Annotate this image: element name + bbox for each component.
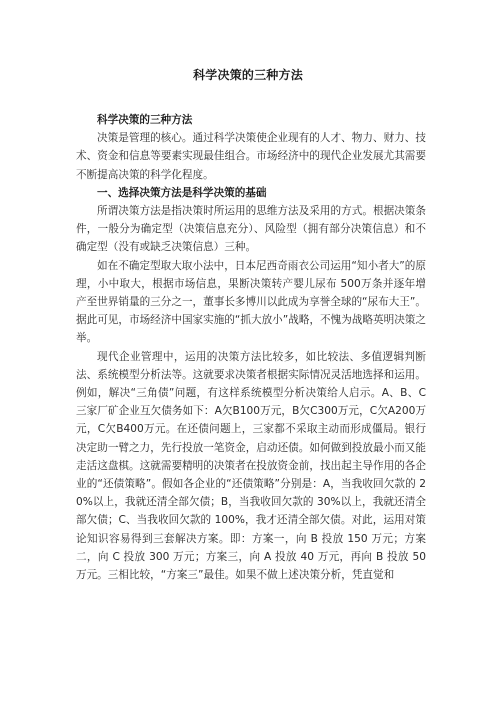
section-heading-1: 一、选择决策方法是科学决策的基础	[97, 186, 267, 199]
document-body	[76, 111, 426, 584]
section-heading-main: 科学决策的三种方法	[97, 114, 193, 126]
paragraph-definition: 所谓决策方法是指决策时所运用的思维方法及采用的方式。根据决策条件，一般分为确定型（决策信息充分）、风险型（拥有部分决策信息）和不确定型（没有或缺乏决策信息）三种。	[76, 205, 426, 254]
document-title: 科学决策的三种方法	[193, 68, 303, 82]
paragraph-example-japan: 如在不确定型取大取小法中，日本尼西奇雨衣公司运用“知小者大”的原理，小中取大，根据市场信息，果断决策转产婴儿尿布 500万条并逐年增产至世界销量的三分之一，董事长多博川以此成为享誉全球的“尿布大王”。据此可见，市场经济中国家实施的“抓大放小”战略，不愧为战略英明决策之举。	[76, 259, 426, 345]
paragraph-methods: 现代企业管理中，运用的决策方法比较多，如比较法、多值逻辑判断法、系统模型分析法等。这就要求决策者根据实际情况灵活地选择和运用。例如，解决“三角债”问题，有这样系统模型分析决策给人启示。A、B、C三家厂矿企业互欠债务如下：A欠B100万元，B欠C300万元，C欠A200万元，C欠B400万元。在还债问题上，三家都不采取主动而形成僵局。银行决定助一臂之力，先行投放一笔资金，启动还债。如何做到投放最小而又能走活这盘棋。这就需要精明的决策者在投放资金前，找出起主导作用的各企业的“还债策略”。假如各企业的“还债策略”分别是：A，当我收回欠款的 20%以上，我就还清全部欠债；B，当我收回欠款的 30%以上，我就还清全部欠债；C、当我收回欠款的 100%，我才还清全部欠债。对此，运用对策论知识容易得到三套解决方案。即：方案一，向 B 投放 150 万元；方案二，向 C 投放 300 万元；方案三，向 A 投放 40 万元，再向 B 投放 50 万元。三相比较，“方案三”最佳。如果不做上述决策分析，凭直觉和	[76, 350, 426, 582]
paragraph-intro: 决策是管理的核心。通过科学决策使企业现有的人才、物力、财力、技术、资金和信息等要素实现最佳组合。市场经济中的现代企业发展尤其需要不断提高决策的科学化程度。	[76, 132, 426, 181]
